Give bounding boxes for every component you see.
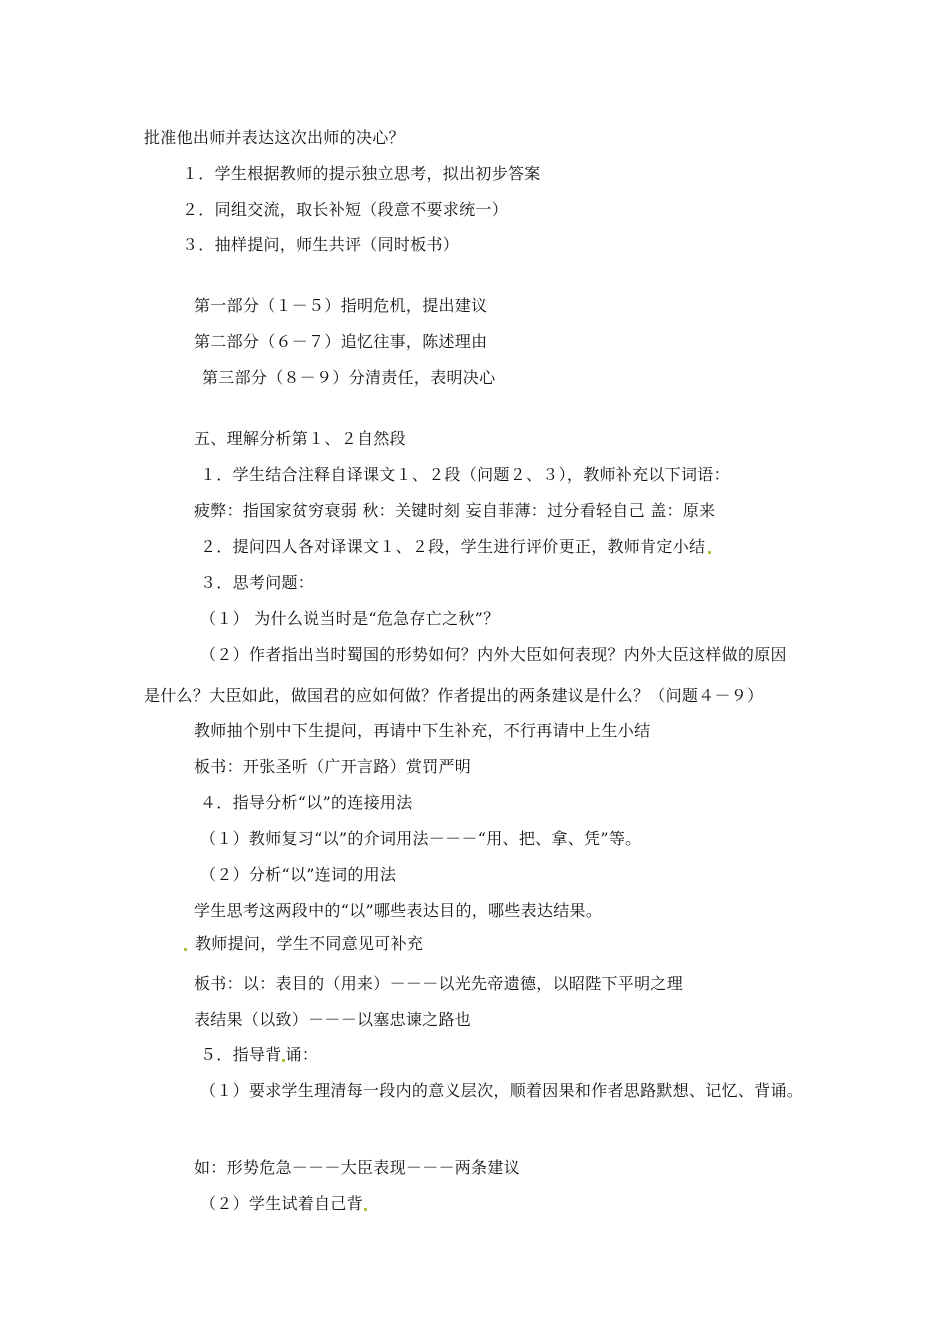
text-line: 五、理解分析第１、２自然段 [194, 429, 406, 448]
text-line: ２．同组交流，取长补短（段意不要求统一） [182, 200, 509, 219]
text-line: 如：形势危急－－－大臣表现－－－两条建议 [194, 1158, 521, 1177]
text-line: （１）教师复习“以”的介词用法－－－“用、把、拿、凭”等。 [200, 829, 642, 848]
highlight-mark [708, 551, 711, 554]
text-line: 板书：以：表目的（用来）－－－以光先帝遗德，以昭陛下平明之理 [194, 974, 684, 993]
text-line: ３．抽样提问，师生共评（同时板书） [182, 235, 460, 254]
text-line: （２）作者指出当时蜀国的形势如何？内外大臣如何表现？内外大臣这样做的原因 [200, 645, 787, 664]
text-line: 第三部分（８－９）分清责任，表明决心 [202, 368, 496, 387]
text-line: 表结果（以致）－－－以塞忠谏之路也 [194, 1010, 472, 1029]
text-line-content: 诵： [285, 1045, 319, 1064]
text-line [184, 934, 423, 954]
text-line [200, 537, 711, 557]
text-line-content: （２）学生试着自己背 [200, 1194, 364, 1213]
text-line-content: ２．提问四人各对译课文１、２段，学生进行评价更正，教师肯定小结 [200, 537, 706, 556]
text-line: １．学生根据教师的提示独立思考，拟出初步答案 [182, 164, 541, 183]
text-line: 教师抽个别中下生提问，再请中下生补充，不行再请中上生小结 [194, 721, 651, 740]
text-line: ４．指导分析“以”的连接用法 [200, 793, 413, 812]
text-line-content: ５．指导背 [200, 1045, 282, 1064]
text-line: 批准他出师并表达这次出师的决心？ [144, 128, 405, 147]
text-line: 是什么？大臣如此，做国君的应如何做？作者提出的两条建议是什么？（问题４－９） [144, 686, 764, 705]
text-line: 第一部分（１－５）指明危机，提出建议 [194, 296, 488, 315]
text-line: １．学生结合注释自译课文１、２段（问题２、３），教师补充以下词语： [200, 465, 730, 484]
highlight-mark [282, 1059, 285, 1062]
text-line-content: 教师提问，学生不同意见可补充 [195, 934, 424, 953]
text-line: （２）分析“以”连词的用法 [200, 865, 397, 884]
text-line: ３．思考问题： [200, 573, 315, 592]
text-line: 板书：开张圣听（广开言路）赏罚严明 [194, 757, 472, 776]
text-line: 学生思考这两段中的“以”哪些表达目的，哪些表达结果。 [194, 901, 603, 920]
text-line: （１）要求学生理清每一段内的意义层次，顺着因果和作者思路默想、记忆、背诵。 [200, 1081, 804, 1100]
text-line [200, 1045, 318, 1065]
text-line: （１） 为什么说当时是“危急存亡之秋”？ [200, 609, 500, 628]
highlight-mark [364, 1208, 367, 1211]
text-line: 第二部分（６－７）追忆往事，陈述理由 [194, 332, 488, 351]
text-line: 疲弊：指国家贫穷衰弱 秋：关键时刻 妄自菲薄：过分看轻自己 盖：原来 [194, 501, 716, 520]
highlight-mark [184, 948, 187, 951]
text-line [200, 1194, 367, 1214]
